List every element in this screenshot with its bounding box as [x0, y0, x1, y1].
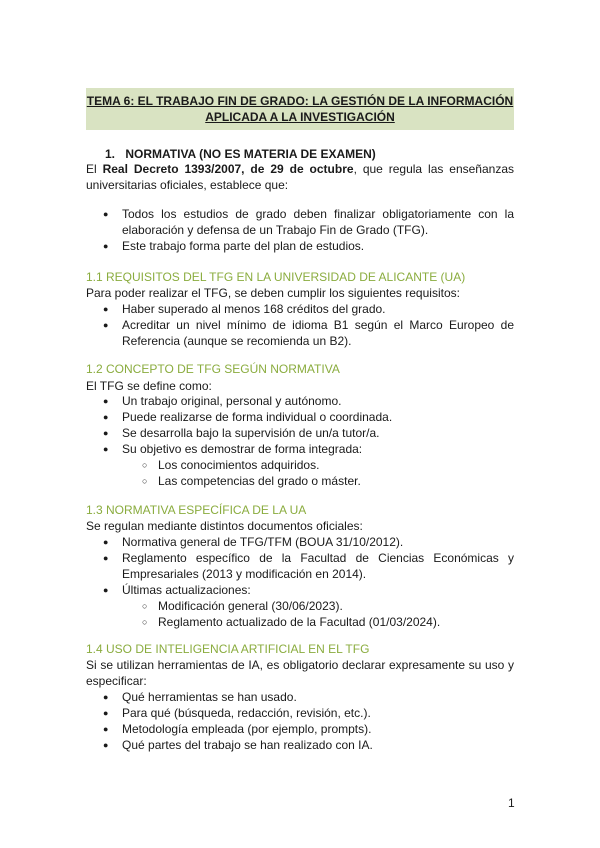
- document-title: [86, 88, 514, 130]
- section-1-2-title: 1.2 CONCEPTO DE TFG SEGÚN NORMATIVA: [86, 362, 340, 376]
- list-item: ● Haber superado al menos 168 créditos del grado.: [86, 301, 514, 317]
- list-item: ● Qué herramientas se han usado.: [86, 689, 514, 705]
- title-line-1: TEMA 6: EL TRABAJO FIN DE GRADO: LA GESTIÓN DE LA INFORMACIÓN: [86, 94, 514, 108]
- list-item: ● Reglamento específico de la Facultad de Ciencias Económicas y Empresariales (2013 y modificación en 2014).: [86, 550, 514, 582]
- list-item: ● Su objetivo es demostrar de forma integrada:: [86, 441, 514, 457]
- sub-list-item: ○ Modificación general (30/06/2023).: [86, 598, 514, 614]
- intro-post: , que regula las enseñanzas universitarias oficiales, establece que:: [86, 162, 515, 192]
- list-item: ● Puede realizarse de forma individual o coordinada.: [86, 409, 514, 425]
- section-1-4-lead: Si se utilizan herramientas de IA, es obligatorio declarar expresamente su uso y especificar:: [86, 658, 514, 688]
- section-1-2-lead: El TFG se define como:: [86, 379, 212, 393]
- page-number: 1: [508, 796, 515, 810]
- sub-list-item: ○ Las competencias del grado o máster.: [86, 473, 514, 489]
- section-1-3-list: [86, 534, 514, 630]
- intro-list: [86, 206, 514, 254]
- section-1-1-title: 1.1 REQUISITOS DEL TFG EN LA UNIVERSIDAD DE ALICANTE (UA): [86, 270, 466, 284]
- title-line-2: APLICADA A LA INVESTIGACIÓN: [205, 110, 395, 124]
- section-1-1-lead: Para poder realizar el TFG, se deben cumplir los siguientes requisitos:: [86, 286, 460, 300]
- intro-paragraph: [86, 161, 514, 193]
- list-item: ● Para qué (búsqueda, redacción, revisión, etc.).: [86, 705, 514, 721]
- sub-list-item: ○ Reglamento actualizado de la Facultad (01/03/2024).: [86, 614, 514, 630]
- list-item: ● Se desarrolla bajo la supervisión de un/a tutor/a.: [86, 425, 514, 441]
- list-item: ● Un trabajo original, personal y autónomo.: [86, 393, 514, 409]
- section-heading-1: [105, 147, 376, 161]
- heading-text: NORMATIVA (NO ES MATERIA DE EXAMEN): [125, 147, 376, 161]
- list-item: ● Todos los estudios de grado deben finalizar obligatoriamente con la elaboración y defensa de un Trabajo Fin de Grado (TFG).: [86, 206, 514, 238]
- section-1-3-title: 1.3 NORMATIVA ESPECÍFICA DE LA UA: [86, 503, 307, 517]
- section-1-4-list: [86, 689, 514, 753]
- intro-bold: Real Decreto 1393/2007, de 29 de octubre: [102, 162, 354, 176]
- list-item: ● Normativa general de TFG/TFM (BOUA 31/10/2012).: [86, 534, 514, 550]
- list-item: ● Acreditar un nivel mínimo de idioma B1 según el Marco Europeo de Referencia (aunque se recomienda un B2).: [86, 317, 514, 349]
- heading-number: 1.: [105, 147, 116, 161]
- section-1-2-list: [86, 393, 514, 489]
- intro-pre: El: [86, 162, 103, 176]
- list-item: ● Este trabajo forma parte del plan de estudios.: [86, 238, 514, 254]
- section-1-4-title: 1.4 USO DE INTELIGENCIA ARTIFICIAL EN EL TFG: [86, 642, 370, 656]
- list-item: ● Qué partes del trabajo se han realizado con IA.: [86, 737, 514, 753]
- sub-list-item: ○ Los conocimientos adquiridos.: [86, 457, 514, 473]
- section-1-3-lead: Se regulan mediante distintos documentos oficiales:: [86, 519, 363, 533]
- list-item: ● Metodología empleada (por ejemplo, prompts).: [86, 721, 514, 737]
- list-item: ● Últimas actualizaciones:: [86, 582, 514, 598]
- section-1-1-list: [86, 301, 514, 349]
